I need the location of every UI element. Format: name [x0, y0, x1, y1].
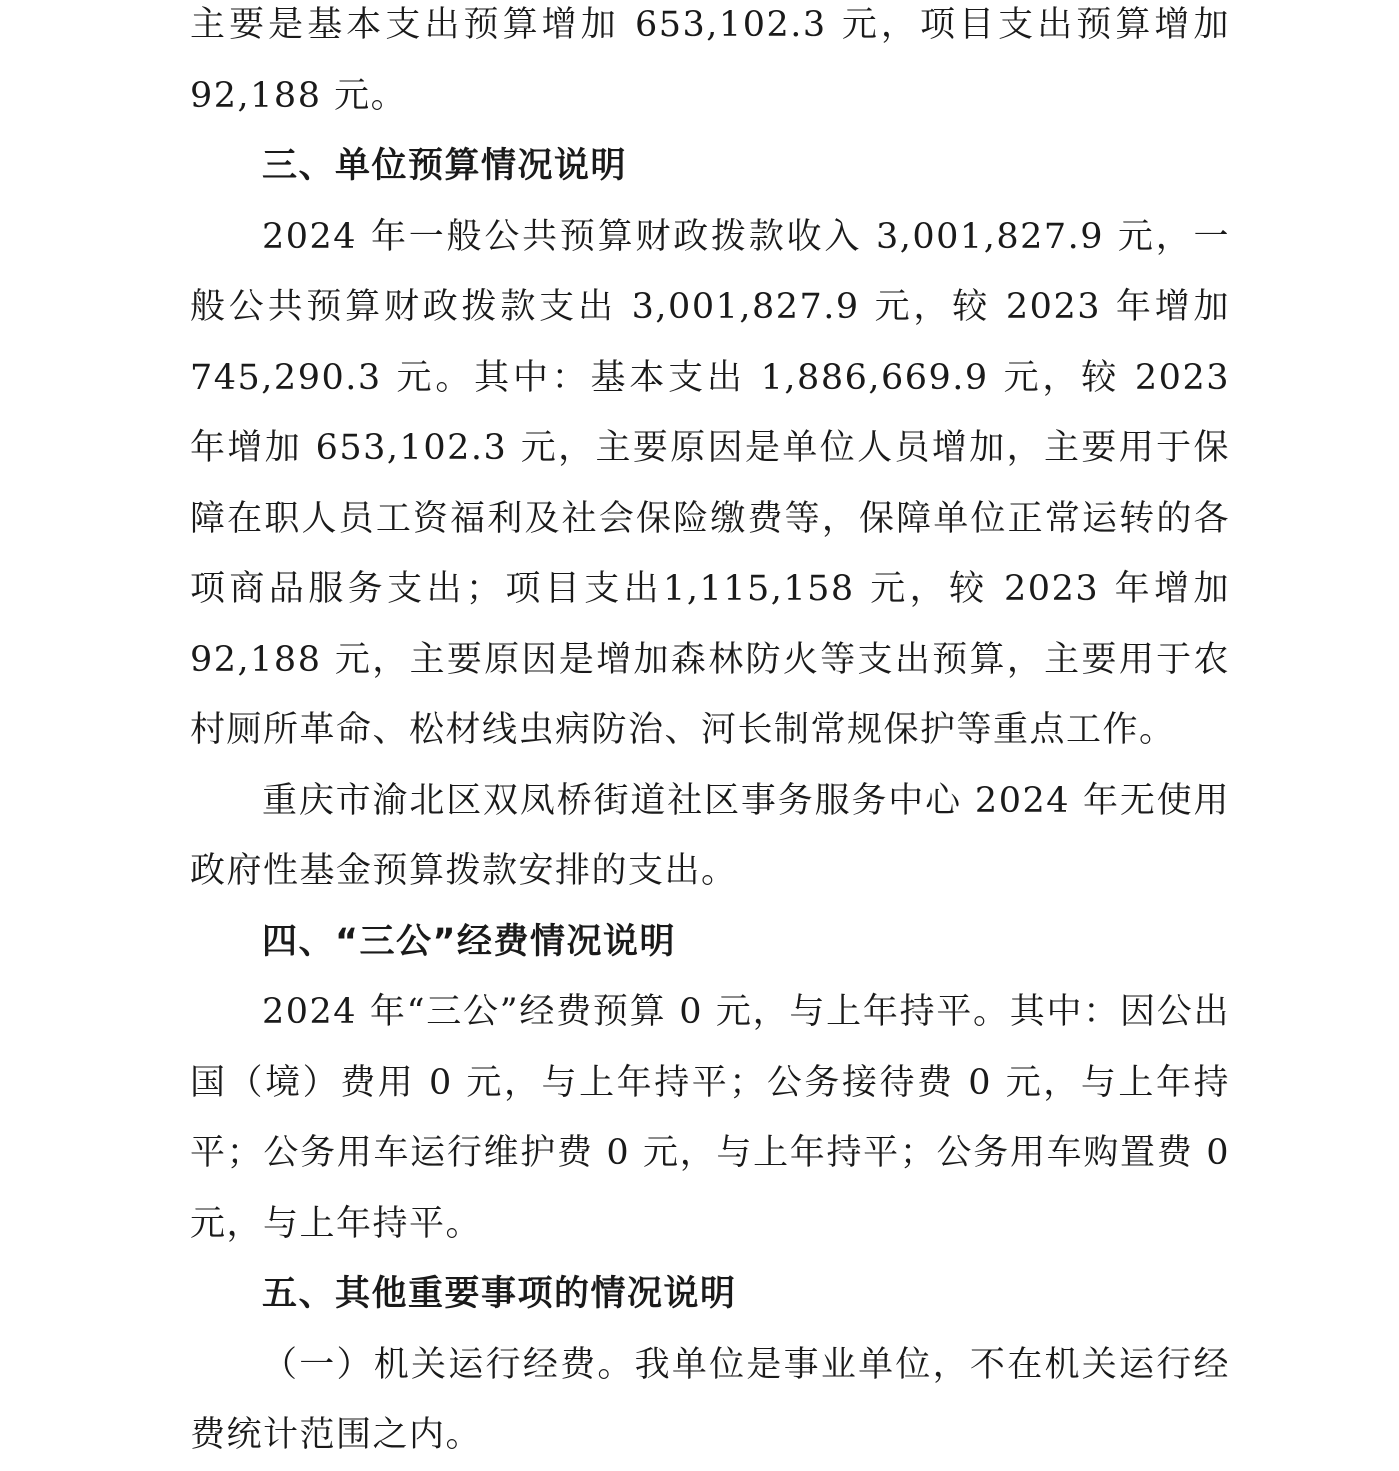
paragraph-operating-expenses: （一）机关运行经费。我单位是事业单位，不在机关运行经费统计范围之内。 [190, 1344, 1230, 1455]
paragraph-general-budget: 2024 年一般公共预算财政拨款收入 3,001,827.9 元，一般公共预算财政拨款支出 3,001,827.9 元，较 2023 年增加 745,290.3 元。其中：基本支出 1,886,669.9 元，较 2023 年增加 653,102.3 元，主要原因是单位人员增加，主要用于保障在职人员工资福利及社会保险缴费等，保障单位正常运转的各项商品服务支出；项目支出1,115,158 元，较 2023 年增加 92,188 元，主要原因是增加森林防火等支出预算，主要用于农村厕所革命、松材线虫病防治、河长制常规保护等重点工作。 [190, 216, 1230, 750]
heading-unit-budget: 三、单位预算情况说明 [262, 146, 628, 186]
document-page [190, 0, 1230, 1471]
paragraph-government-fund: 重庆市渝北区双凤桥街道社区事务服务中心 2024 年无使用政府性基金预算拨款安排的支出。 [190, 780, 1230, 891]
paragraph-three-public-expenses: 2024 年“三公”经费预算 0 元，与上年持平。其中：因公出国（境）费用 0 元，与上年持平；公务接待费 0 元，与上年持平；公务用车运行维护费 0 元，与上年持平；公务用车购置费 0 元，与上年持平。 [190, 992, 1230, 1244]
paragraph-budget-increase-tail: 主要是基本支出预算增加 653,102.3 元，项目支出预算增加92,188 元。 [190, 5, 1230, 116]
heading-three-public-expenses: 四、“三公”经费情况说明 [262, 921, 677, 962]
heading-other-matters: 五、其他重要事项的情况说明 [262, 1274, 737, 1314]
